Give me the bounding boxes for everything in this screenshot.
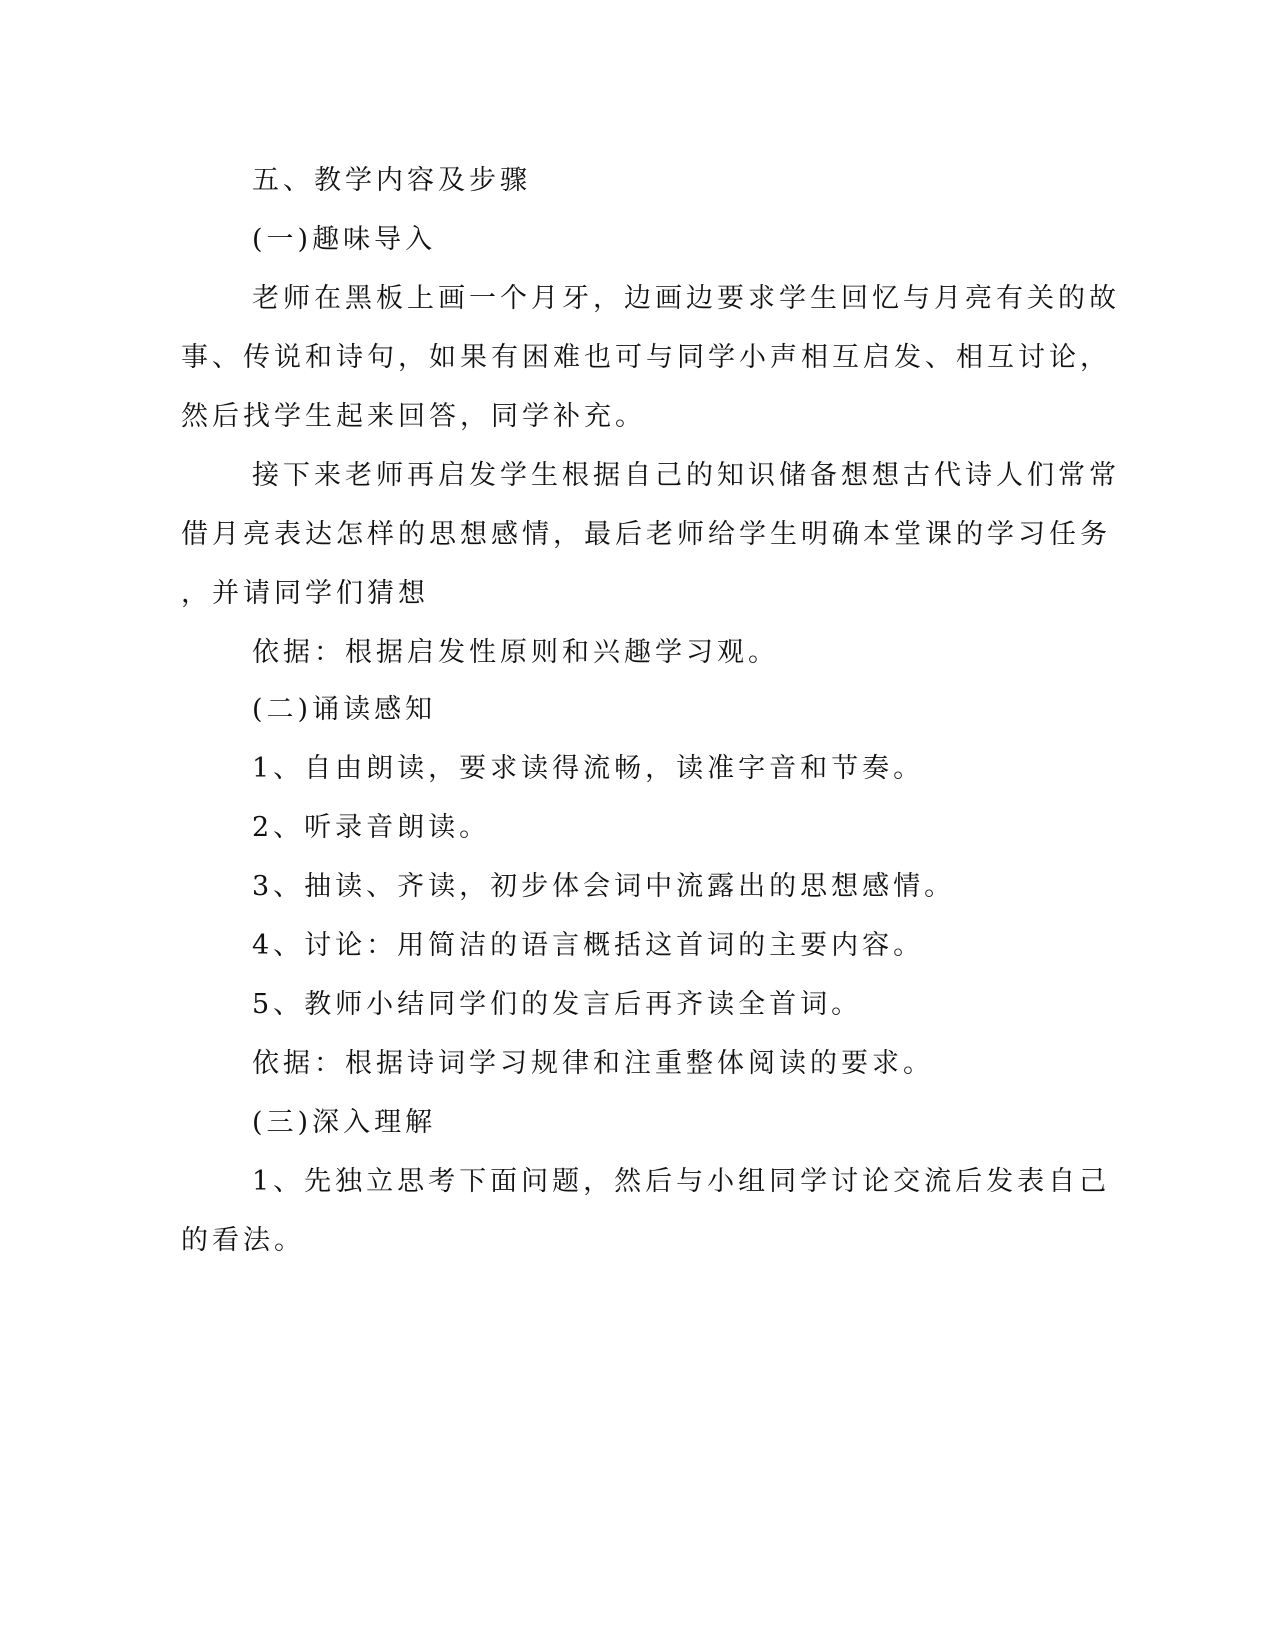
list-item: 4、讨论：用简洁的语言概括这首词的主要内容。 [252,930,925,961]
list-item: 2、听录音朗读。 [252,812,491,843]
basis-note: 依据：根据诗词学习规律和注重整体阅读的要求。 [252,1048,934,1079]
section-heading: 五、教学内容及步骤 [252,165,531,196]
list-item: 3、抽读、齐读，初步体会词中流露出的思想感情。 [252,871,956,902]
list-item-continuation: 的看法。 [181,1225,305,1256]
subsection-heading: (二)诵读感知 [252,694,437,725]
subsection-heading: (一)趣味导入 [252,224,437,255]
paragraph-line: 然后找学生起来回答，同学补充。 [181,401,646,432]
paragraph-line: ，并请同学们猜想 [181,578,429,609]
paragraph-line: 接下来老师再启发学生根据自己的知识储备想想古代诗人们常常 [252,460,1120,491]
list-item: 1、自由朗读，要求读得流畅，读准字音和节奏。 [252,753,925,784]
list-item: 1、先独立思考下面问题，然后与小组同学讨论交流后发表自己 [252,1166,1111,1197]
list-item: 5、教师小结同学们的发言后再齐读全首词。 [252,989,863,1020]
paragraph-line: 事、传说和诗句，如果有困难也可与同学小声相互启发、相互讨论， [181,342,1111,373]
basis-note: 依据：根据启发性原则和兴趣学习观。 [252,637,779,668]
paragraph-line: 借月亮表达怎样的思想感情，最后老师给学生明确本堂课的学习任务 [181,519,1111,550]
subsection-heading: (三)深入理解 [252,1107,437,1138]
paragraph-line: 老师在黑板上画一个月牙，边画边要求学生回忆与月亮有关的故 [252,283,1120,314]
